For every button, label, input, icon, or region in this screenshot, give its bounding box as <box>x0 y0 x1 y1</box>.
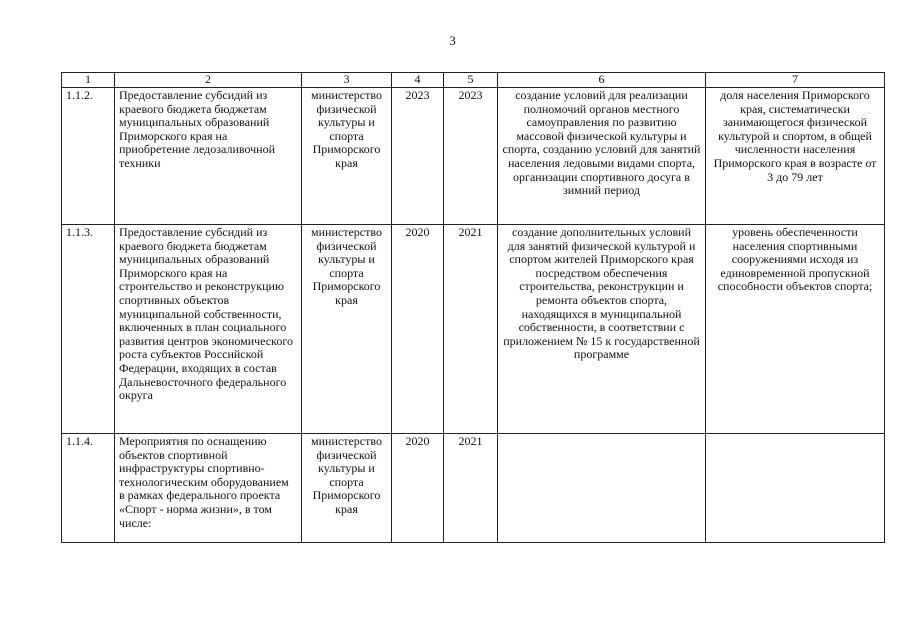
item-result <box>498 434 706 543</box>
item-end-year: 2023 <box>444 88 498 225</box>
column-header-7: 7 <box>706 73 885 88</box>
item-number: 1.1.2. <box>62 88 115 225</box>
header-row <box>62 73 885 88</box>
item-indicator <box>706 434 885 543</box>
column-header-6: 6 <box>498 73 706 88</box>
table-row <box>62 88 885 225</box>
item-name: Предоставление субсидий из краевого бюджета бюджетам муниципальных образований Приморского края на приобретение ледозаливочной техники <box>115 88 302 225</box>
item-start-year: 2020 <box>392 434 444 543</box>
table-row <box>62 434 885 543</box>
item-result: создание условий для реализации полномочий органов местного самоуправления по развитию массовой физической культуры и спорта, созданию условий для занятий населения ледовыми видами спорта, организации спортивного досуга в зимний период <box>498 88 706 225</box>
column-header-5: 5 <box>444 73 498 88</box>
item-indicator: доля населения Приморского края, систематически занимающегося физической культурой и спортом, в общей численности населения Приморского края в возрасте от 3 до 79 лет <box>706 88 885 225</box>
item-result: создание дополнительных условий для занятий физической культурой и спортом жителей Приморского края посредством обеспечения строительства, реконструкции и ремонта объектов спорта, находящихся в муниципальной собственности, в соответствии с приложением № 15 к государственной программе <box>498 225 706 434</box>
item-name: Мероприятия по оснащению объектов спортивной инфраструктуры спортивно-технологическим оборудованием в рамках федерального проекта «Спорт - норма жизни», в том числе: <box>115 434 302 543</box>
item-start-year: 2020 <box>392 225 444 434</box>
column-header-2: 2 <box>115 73 302 88</box>
page-number: 3 <box>449 33 456 48</box>
item-end-year: 2021 <box>444 434 498 543</box>
item-indicator: уровень обеспеченности населения спортивными сооружениями исходя из единовременной пропускной способности объектов спорта; <box>706 225 885 434</box>
item-number: 1.1.3. <box>62 225 115 434</box>
item-executor: министерство физической культуры и спорта Приморского края <box>302 225 392 434</box>
item-name: Предоставление субсидий из краевого бюджета бюджетам муниципальных образований Приморского края на строительство и реконструкцию спортивных объектов муниципальной собственности, включенных в план социального развития центров экономического роста субъектов Российской Федерации, входящих в состав Дальневосточного федерального округа <box>115 225 302 434</box>
item-end-year: 2021 <box>444 225 498 434</box>
column-header-1: 1 <box>62 73 115 88</box>
column-header-4: 4 <box>392 73 444 88</box>
program-table <box>61 72 885 543</box>
item-executor: министерство физической культуры и спорта Приморского края <box>302 434 392 543</box>
column-header-3: 3 <box>302 73 392 88</box>
item-executor: министерство физической культуры и спорта Приморского края <box>302 88 392 225</box>
table-row <box>62 225 885 434</box>
item-start-year: 2023 <box>392 88 444 225</box>
item-number: 1.1.4. <box>62 434 115 543</box>
